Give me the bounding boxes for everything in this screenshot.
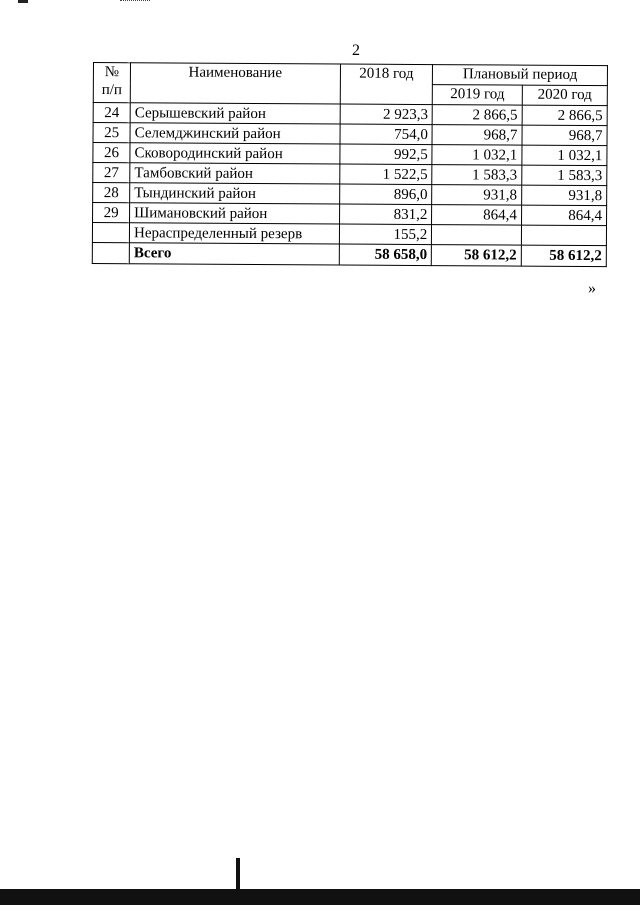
header-2018: 2018 год	[340, 64, 433, 105]
row-value-2020: 864,4	[521, 205, 606, 226]
header-plan-period: Плановый период	[433, 65, 608, 86]
row-value-2019: 2 866,5	[432, 105, 522, 126]
row-num: 26	[93, 143, 130, 163]
row-num	[92, 223, 129, 243]
row-value-2018: 1 522,5	[339, 164, 432, 185]
header-2019: 2019 год	[433, 85, 523, 106]
scan-artifact-dots	[120, 0, 150, 2]
row-name: Селемджинский район	[130, 123, 340, 144]
row-value-2018: 831,2	[339, 204, 432, 225]
total-num	[92, 242, 129, 263]
row-value-2019: 864,4	[432, 205, 522, 226]
total-label: Всего	[129, 243, 339, 265]
row-value-2018: 155,2	[339, 224, 432, 245]
row-value-2018: 754,0	[340, 124, 433, 145]
total-row	[92, 242, 606, 266]
row-value-2018: 992,5	[339, 144, 432, 165]
row-num: 25	[93, 123, 130, 143]
total-value-2018: 58 658,0	[339, 244, 432, 266]
page-number: 2	[352, 42, 360, 59]
total-value-2019: 58 612,2	[432, 245, 522, 267]
row-value-2020: 1 583,3	[522, 165, 607, 186]
header-name: Наименование	[130, 63, 340, 104]
row-name: Нераспределенный резерв	[129, 223, 339, 244]
scan-artifact-bottom-edge	[0, 889, 640, 905]
header-2020: 2020 год	[522, 85, 607, 106]
total-value-2020: 58 612,2	[521, 245, 606, 267]
scan-artifact-mark	[18, 0, 28, 3]
row-value-2019: 968,7	[432, 125, 522, 146]
row-name: Тындинский район	[130, 183, 340, 204]
header-num	[93, 63, 130, 103]
row-name: Сковородинский район	[130, 143, 340, 164]
row-num: 28	[93, 183, 130, 203]
row-value-2020: 2 866,5	[522, 105, 607, 126]
row-value-2019	[432, 225, 522, 246]
row-name: Шимановский район	[130, 203, 340, 224]
closing-quote: »	[588, 280, 596, 297]
row-value-2019: 931,8	[432, 185, 522, 206]
scan-artifact-stem	[236, 858, 240, 892]
row-num: 29	[93, 203, 130, 223]
row-value-2018: 896,0	[339, 184, 432, 205]
row-num: 27	[93, 163, 130, 183]
row-name: Серышевский район	[130, 103, 340, 124]
row-value-2020	[521, 225, 606, 246]
row-num: 24	[93, 103, 130, 123]
row-value-2020: 1 032,1	[522, 145, 607, 166]
table-container	[92, 62, 608, 267]
row-name: Тамбовский район	[130, 163, 340, 184]
row-value-2020: 968,7	[522, 125, 607, 146]
row-value-2020: 931,8	[521, 185, 606, 206]
header-num-label: № п/п	[101, 64, 123, 99]
row-value-2019: 1 032,1	[432, 145, 522, 166]
row-value-2019: 1 583,3	[432, 165, 522, 186]
row-value-2018: 2 923,3	[340, 104, 433, 125]
budget-table	[92, 62, 608, 267]
